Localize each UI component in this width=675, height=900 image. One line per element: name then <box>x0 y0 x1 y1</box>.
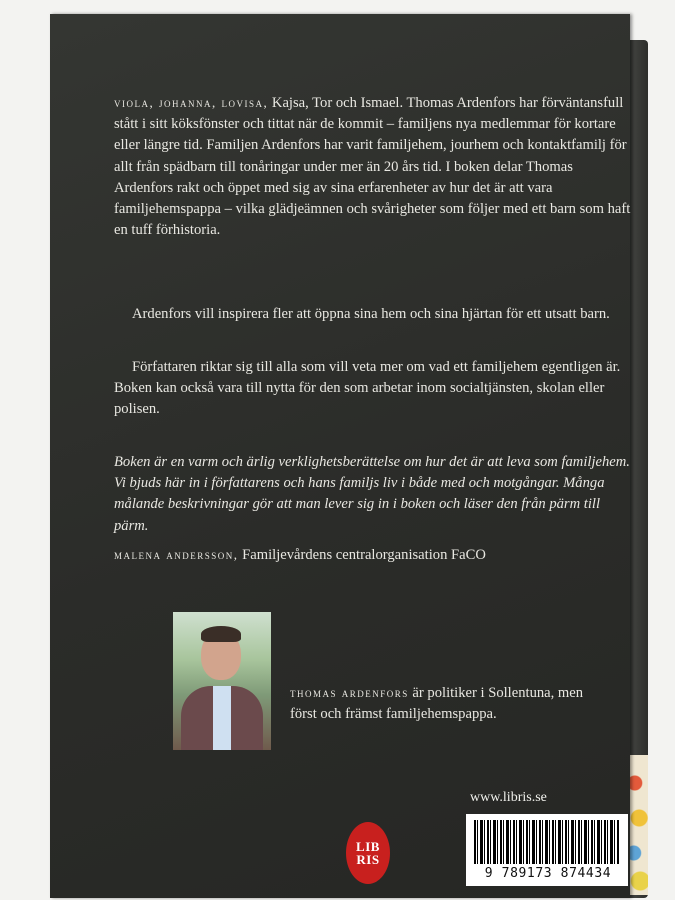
blurb-paragraph-3: Författaren riktar sig till alla som vill veta mer om vad ett familjehem egentligen är. Boken kan också vara till nytta för den som arbetar inom socialtjänsten, skolan eller polisen. <box>114 359 621 418</box>
author-bio-text: är politiker i Sollentuna, men först och främst familjehemspappa. <box>290 685 584 723</box>
logo-text-bottom: RIS <box>356 852 380 867</box>
review-affiliation: Familjevårdens centralorganisation FaCO <box>238 547 486 563</box>
blurb-paragraph-2: Ardenfors vill inspirera fler att öppna sina hem och sina hjärtan för ett utsatt barn. <box>132 306 610 322</box>
review-author: malena andersson, <box>114 547 239 562</box>
publisher-url: www.libris.se <box>470 790 547 805</box>
blurb-p1-text: Kajsa, Tor och Ismael. Thomas Ardenfors har förväntansfull stått i sitt köksfönster och tittat när de kommit – familjens nya medlemmar för kortare eller längre tid. Familjen Ardenfors har varit familjehem, jourhem och kontaktfamilj för allt från spädbarn till tonåringar under mer än 20 års tid. I boken delar Thomas Ardenfors rakt och öppet med sig av sina erfarenheter av hur det är att vara familjehemspappa – vilka glädjeämnen och svårigheter som följer med ett barn som haft en tuff förhistoria. <box>114 95 631 239</box>
author-name: thomas ardenfors <box>290 685 409 700</box>
review-attribution <box>114 544 634 566</box>
logo-text-top: LIB <box>356 839 380 854</box>
barcode-bars <box>474 820 620 864</box>
review-quote: Boken är en varm och ärlig verklighetsberättelse om hur det är att leva som familjehem. Vi bjuds här in i författarens och hans familjs liv i både med och motgångar. Många målande beskrivningar gör att man lever sig in i boken och läser den från pärm till pärm. <box>114 454 630 534</box>
blurb-paragraph-1 <box>114 92 634 241</box>
isbn-barcode <box>466 814 628 886</box>
publisher-logo <box>346 822 390 884</box>
blurb-names: viola, johanna, lovisa, <box>114 95 269 110</box>
author-bio <box>290 682 610 725</box>
author-photo <box>173 612 271 750</box>
barcode-digits: 9 789173 874434 <box>484 866 612 881</box>
back-cover <box>50 14 630 898</box>
